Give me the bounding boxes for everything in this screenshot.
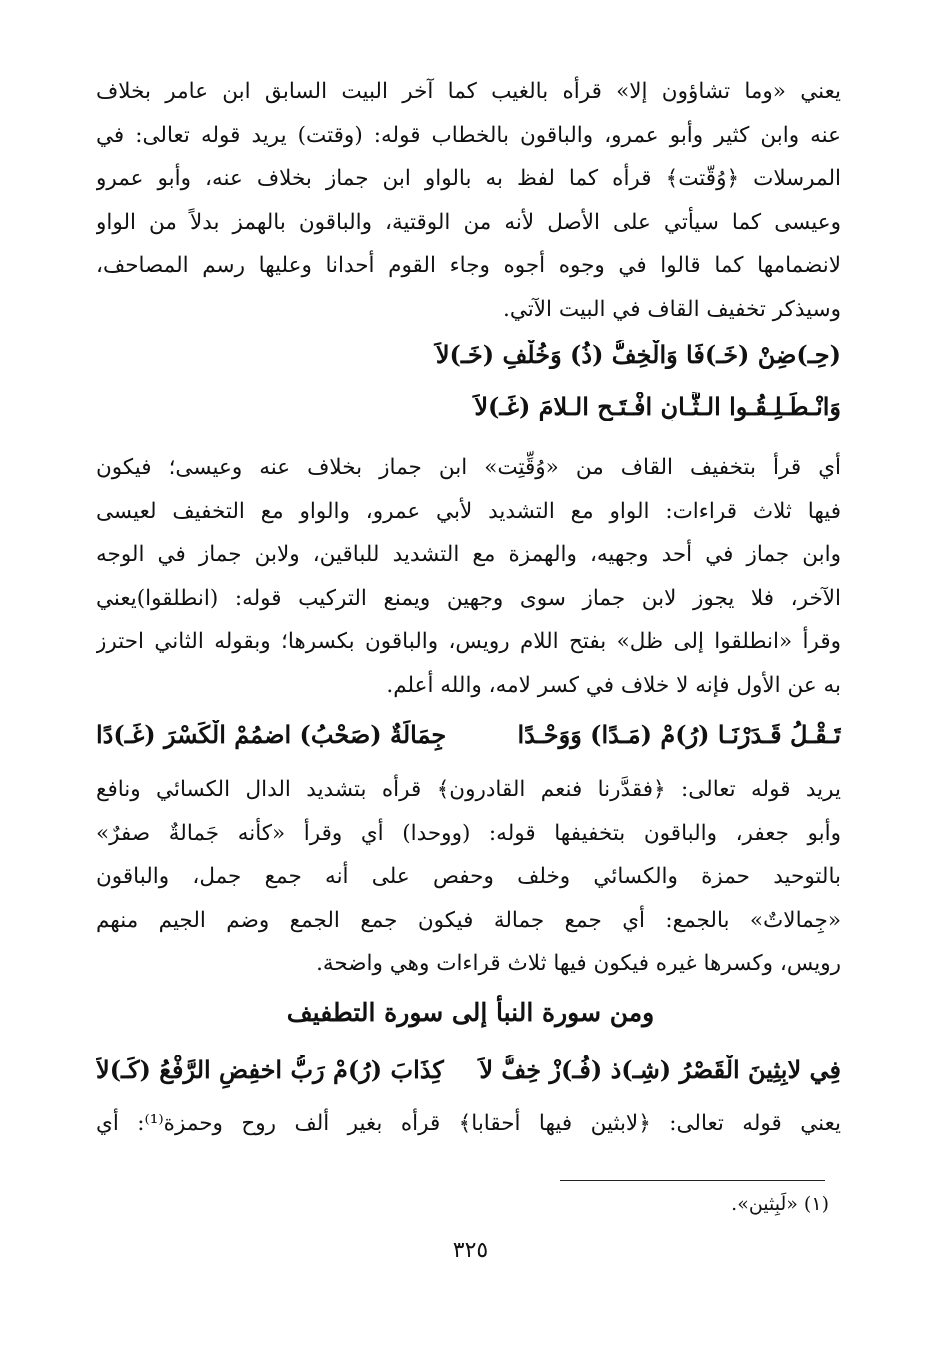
text-line: لانضمامها كما قالوا في وجوه أجوه وجاء القوم أحدانا وعليها رسم المصاحف، — [96, 253, 841, 278]
paragraph-4 — [96, 1102, 841, 1146]
text-line: الآخر، فلا يجوز لابن جماز سوى وجهين ويمنع التركيب قوله: (انطلقوا)يعني — [96, 585, 841, 611]
verse-1-line-2: وَانْـطَـلِـقُـوا الـثَّـانِ افْـتَـحِ الـلامَ (غَـ)لاَ — [474, 392, 841, 421]
section-heading: ومن سورة النبأ إلى سورة التطفيف — [286, 998, 655, 1027]
verse-3-second-hemistich: كِذَابَ (رُ)مْ رَبُّ اخفِضِ الرَّفْعُ (كَـ)لاَ — [96, 1055, 444, 1084]
text-line: وسيذكر تخفيف القاف في البيت الآتي. — [503, 296, 841, 322]
text-line: وأبو جعفر، والباقون بتخفيفها قوله: (ووحدا) أي وقرأ «كأنه جَمالةٌ صفرٌ» — [96, 820, 841, 846]
footnote-divider — [560, 1180, 825, 1181]
verse-2 — [96, 720, 841, 760]
text-line: وابن جماز في أحد وجهيه، والهمزة مع التشديد للباقين، ولابن جماز في الوجه — [96, 542, 841, 567]
page-number: ٣٢٥ — [452, 1238, 489, 1263]
text-line: يعني قوله تعالى: ﴿لابثين فيها أحقابا﴾ قرأه بغير ألف روح وحمزة⁽¹⁾: أي — [96, 1111, 841, 1136]
verse-2-first-hemistich: تَـقْـلُ قَـدَرْنَـا (رُ)مْ (مَـدًا) وَوَحْـدًا — [517, 720, 841, 749]
text-line: يريد قوله تعالى: ﴿فقدَّرنا فنعم القادرون﴾ قرأه بتشديد الدال الكسائي ونافع — [96, 777, 841, 802]
text-line: المرسلات ﴿وُقّتت﴾ قرأه كما لفظ به بالواو ابن جماز بخلاف عنه، وأبو عمرو — [96, 166, 841, 191]
text-line: يعني «وما تشاؤون إلا» قرأه بالغيب كما آخر البيت السابق ابن عامر بخلاف — [96, 79, 841, 104]
footnote: (١) «لَبِثين». — [731, 1193, 829, 1215]
text-line: «جِمالاتٌ» بالجمع: أي جمع جمالة فيكون جمع الجمع وضم الجيم منهم — [96, 907, 841, 933]
paragraph-2 — [96, 446, 841, 707]
text-line: فيها ثلاث قراءات: الواو مع التشديد لأبي عمرو، والواو مع التخفيف لعيسى — [96, 498, 841, 524]
verse-3-first-hemistich: فِي لابِثِينَ الْقَصْرُ (شِـ)ذ (فُـ)زْ خِفُّ لاَ — [479, 1055, 841, 1084]
text-line: وعيسى كما سيأتي على الأصل لأنه من الوقتية، والباقون بالهمز بدلاً من الواو — [96, 209, 841, 235]
text-line: به عن الأول فإنه لا خلاف في كسر لامه، والله أعلم. — [386, 672, 841, 698]
text-line: رويس، وكسرها غيره فيكون فيها ثلاث قراءات وهي واضحة. — [316, 951, 841, 976]
text-line: عنه وابن كثير وأبو عمرو، والباقون بالخطاب قوله: (وقتت) يريد قوله تعالى: في — [96, 122, 841, 148]
verse-1-line-1: (حِـ)ضِنْ (خَـ)فَا وَالْخِفُّ (ذُ) وَخُلْفِ (خَـ)لاَ — [435, 340, 841, 369]
text-line: بالتوحيد حمزة والكسائي وخلف وحفص على أنه جمع جمل، والباقون — [96, 864, 841, 889]
paragraph-3 — [96, 768, 841, 986]
verse-3 — [96, 1055, 841, 1095]
text-line: أي قرأ بتخفيف القاف من «وُقِّتِت» ابن جماز بخلاف عنه وعيسى؛ فيكون — [96, 455, 841, 480]
text-line: وقرأ «انطلقوا إلى ظل» بفتح اللام رويس، والباقون بكسرها؛ وبقوله الثاني احترز — [96, 629, 841, 654]
paragraph-1 — [96, 70, 841, 331]
verse-2-second-hemistich: جِمَالَةٌ (صَحْبُ) اضمُمْ الْكَسْرَ (غَـ)دًا — [96, 720, 447, 749]
